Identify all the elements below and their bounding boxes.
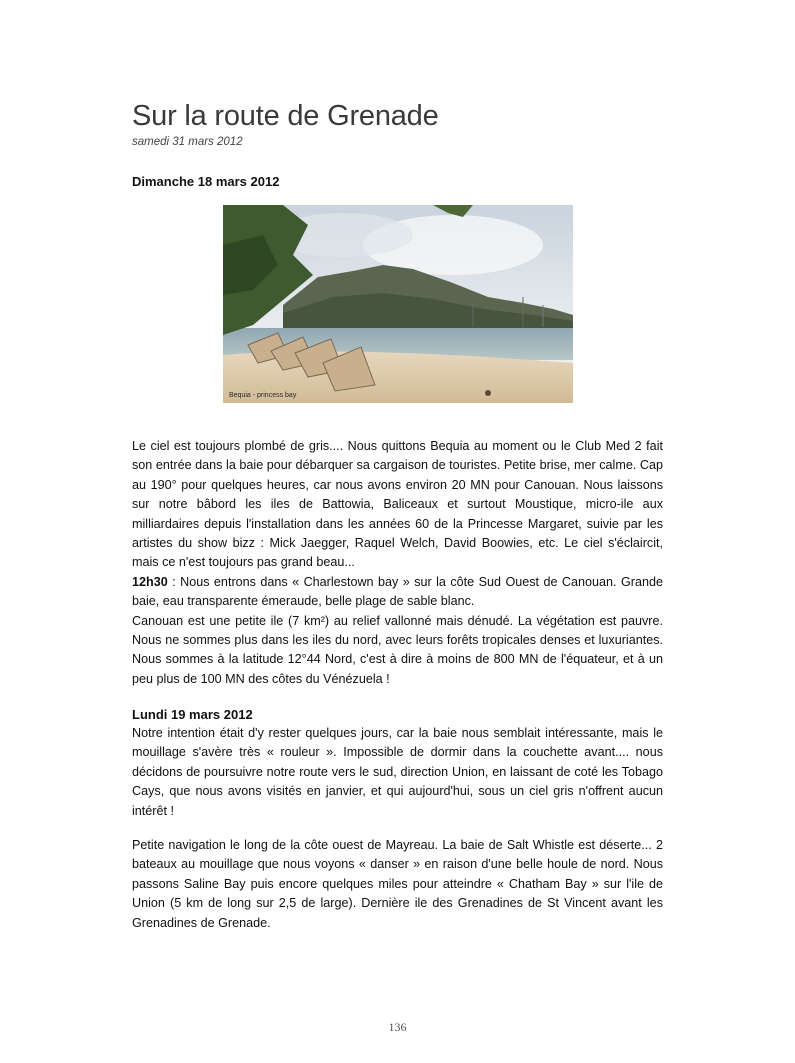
paragraph: Notre intention était d'y rester quelques jours, car la baie nous semblait intéressante, mais le mouillage s'avère très « rouleur ». Impossible de dormir dans la couchette avant.... nous décidons de poursuivre notre route vers le sud, direction Union, en laissant de coté les Tobago Cays, que nous avons visités en janvier, et qui aujourd'hui, sous un ciel gris n'offrent aucun intérêt ! — [132, 726, 663, 818]
section-body-sunday — [132, 437, 663, 689]
article-date: samedi 31 mars 2012 — [132, 136, 243, 148]
photo-caption: Bequia - princess bay — [229, 392, 297, 399]
section-heading-monday: Lundi 19 mars 2012 — [132, 707, 253, 722]
paragraph: Petite navigation le long de la côte ouest de Mayreau. La baie de Salt Whistle est déserte... 2 bateaux au mouillage que nous voyons « danser » en raison d'une belle houle de nord. Nous passons Saline Bay puis encore quelques miles pour atteindre « Chatham Bay » sur l'ile de Union (5 km de long sur 2,5 de large). Dernière ile des Grenadines de St Vincent avant les Grenadines de Grenade. — [132, 838, 663, 930]
section-body-monday — [132, 724, 663, 933]
paragraph — [132, 573, 663, 612]
time-label: 12h30 — [132, 574, 168, 589]
paragraph: Canouan est une petite ile (7 km²) au relief vallonné mais dénudé. La végétation est pauvre. Nous ne sommes plus dans les iles du nord, avec leurs forêts tropicales denses et luxuriantes. Nous sommes à la latitude 12°44 Nord, c'est à dire à moins de 800 MN de l'équateur, et à un peu plus de 100 MN des côtes du Vénézuela ! — [132, 613, 663, 686]
paragraph-text: : Nous entrons dans « Charlestown bay » sur la côte Sud Ouest de Canouan. Grande baie, eau transparente émeraude, belle plage de sable blanc. — [132, 574, 663, 609]
page-number: 136 — [388, 1020, 407, 1034]
section-heading-sunday: Dimanche 18 mars 2012 — [132, 174, 280, 189]
beach-photo — [223, 205, 573, 403]
paragraph: Le ciel est toujours plombé de gris.... Nous quittons Bequia au moment ou le Club Med 2 fait son entrée dans la baie pour débarquer sa cargaison de touristes. Petite brise, mer calme. Cap au 190° pour quelques heures, car nous avons environ 20 MN pour Canouan. Nous laissons sur notre bâbord les iles de Battowia, Baliceaux et surtout Moustique, micro-ile aux milliardaires depuis l'installation dans les années 60 de la Princesse Margaret, suivie par les artistes du show bizz : Mick Jaegger, Raquel Welch, David Boowies, etc. Le ciel s'éclaircit, mais ce n'est toujours pas grand beau... — [132, 439, 663, 570]
page-title: Sur la route de Grenade — [132, 100, 439, 132]
